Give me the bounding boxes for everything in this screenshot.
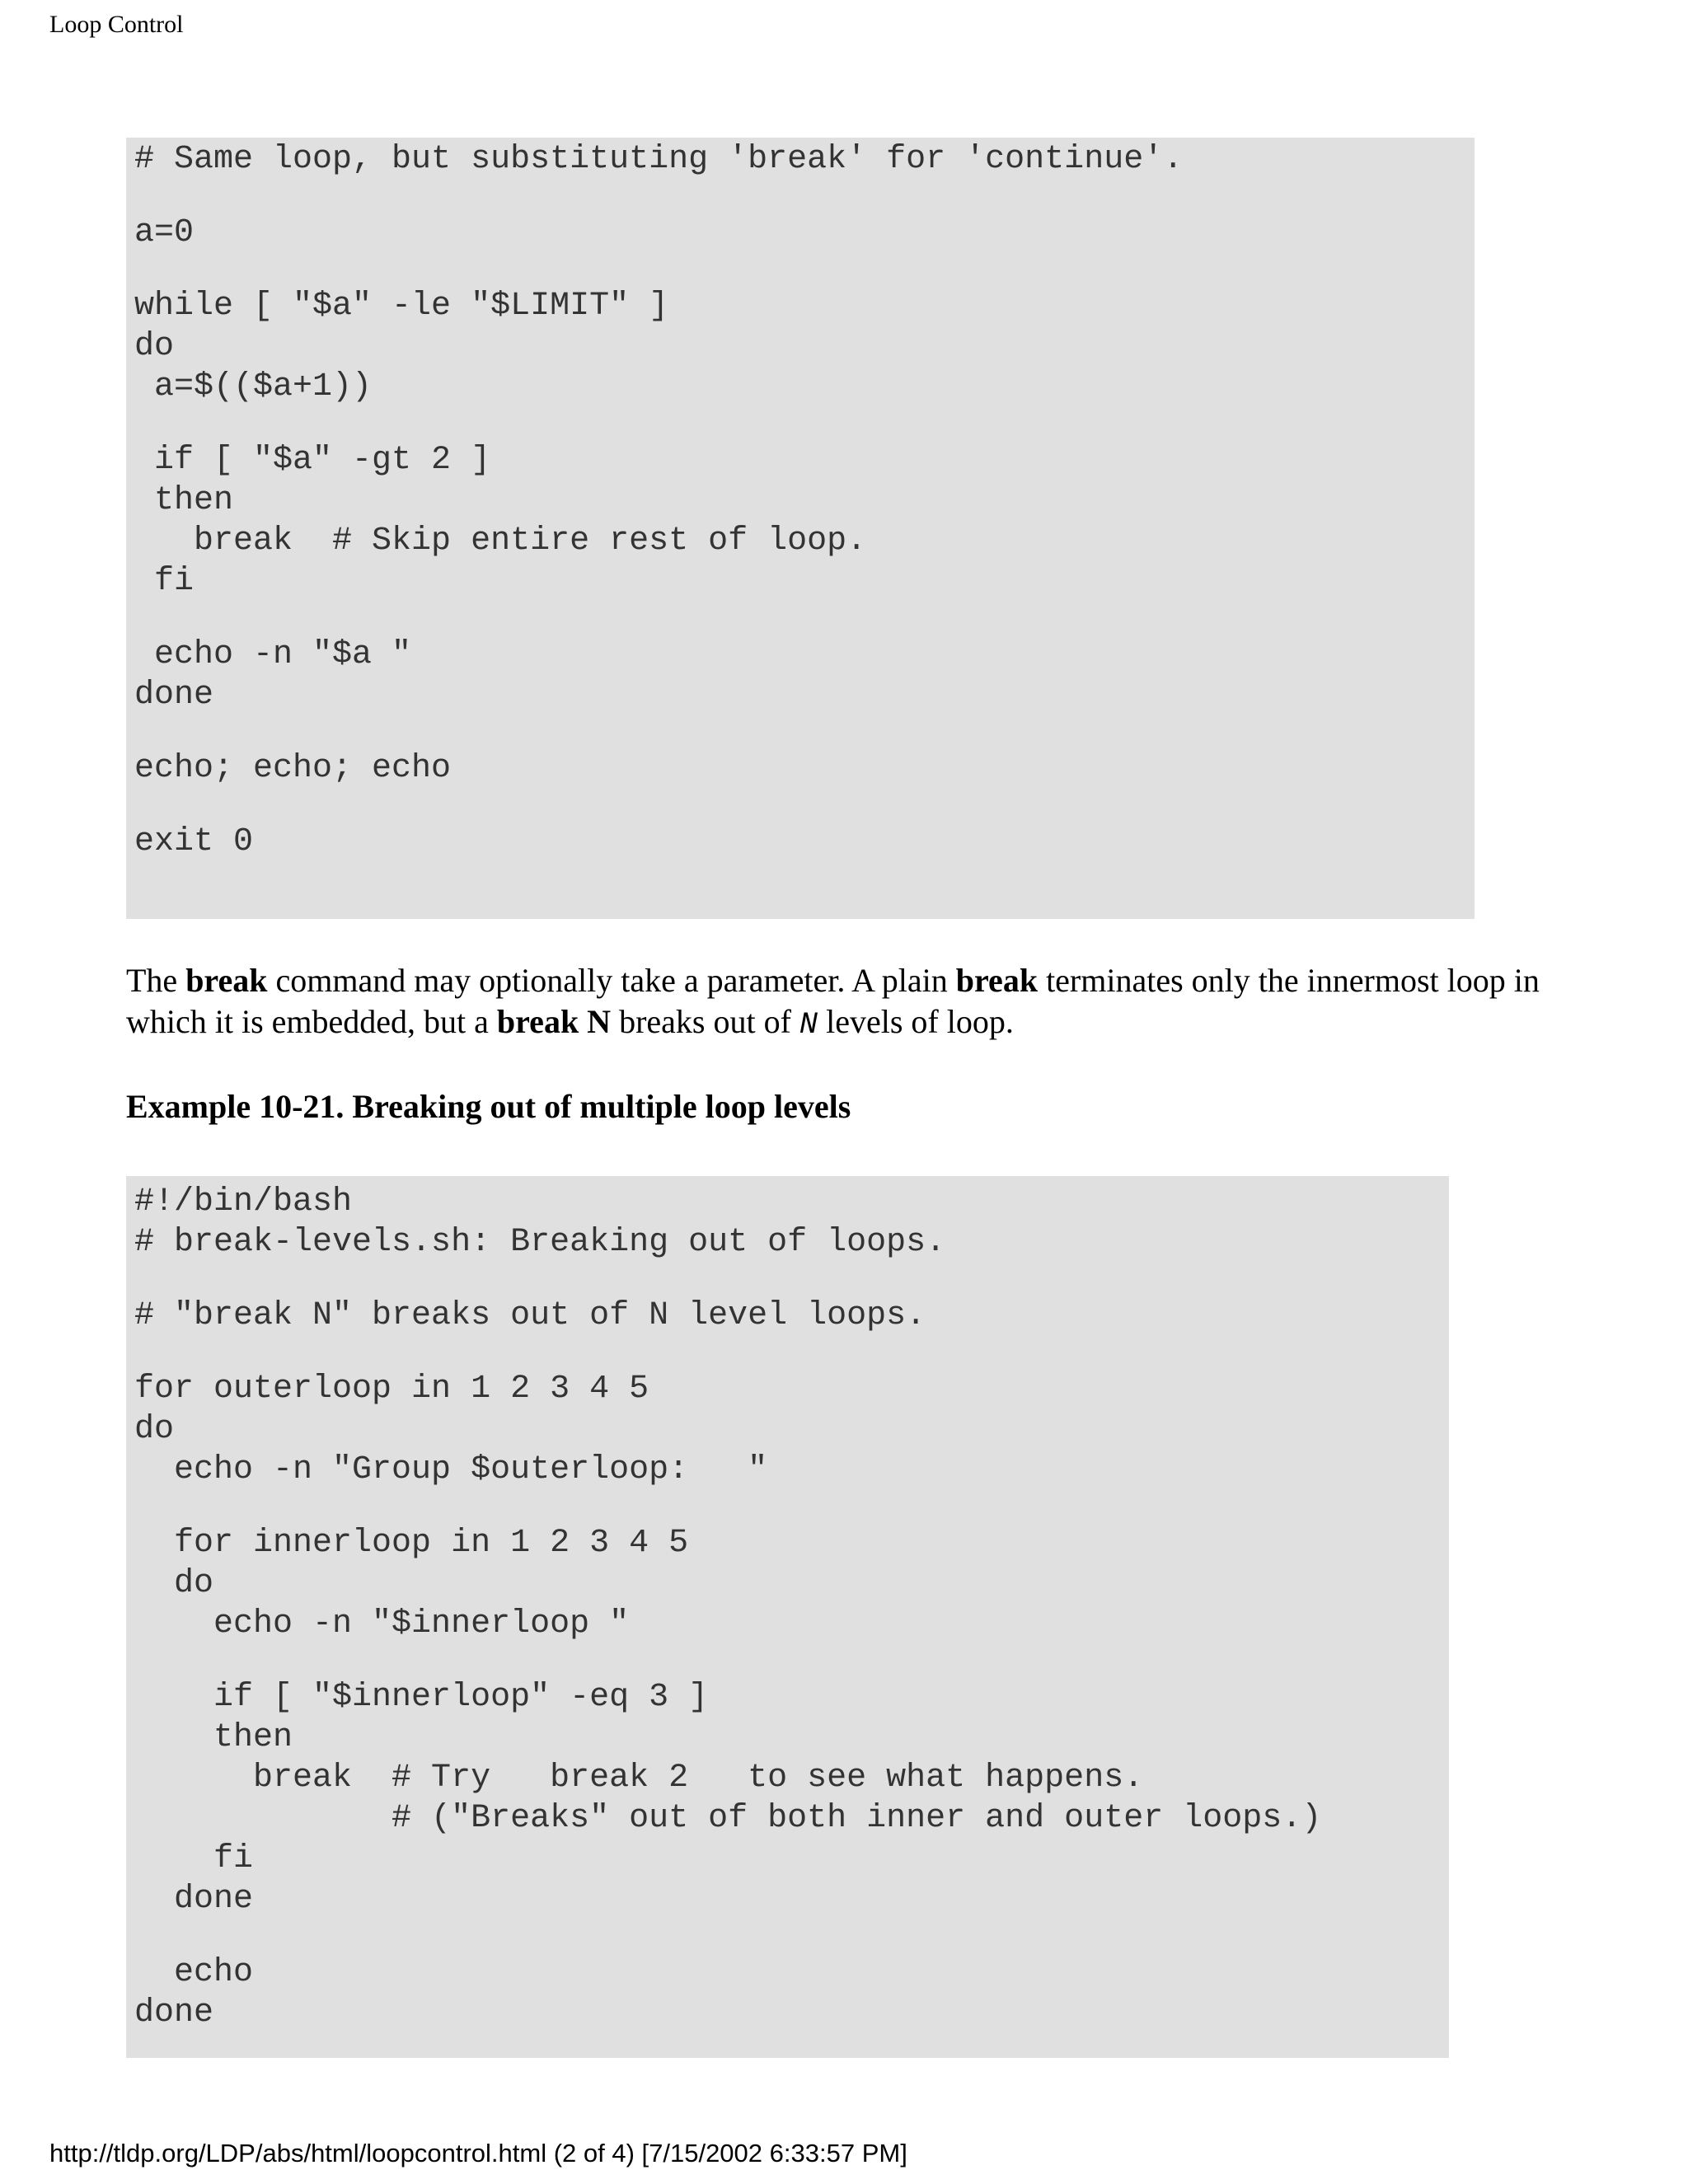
code-line: #!/bin/bash [134, 1183, 353, 1221]
code-line: fi [134, 563, 195, 600]
code-line: echo [134, 1954, 254, 1991]
code-line: for outerloop in 1 2 3 4 5 [134, 1371, 649, 1408]
page-footer-url: http://tldp.org/LDP/abs/html/loopcontrol.html (2 of 4) [7/15/2002 6:33:57 PM] [49, 2139, 907, 2168]
para-text: command may optionally take a parameter. A plain [267, 962, 956, 999]
code-blank-line [134, 253, 1475, 286]
code-line: then [134, 482, 234, 519]
code-blank-line [134, 1263, 1449, 1296]
para-text: levels of loop. [818, 1003, 1014, 1040]
code-line: if [ "$a" -gt 2 ] [134, 442, 491, 479]
code-line: # Same loop, but substituting 'break' for 'continue'. [134, 141, 1184, 178]
code-blank-line [134, 602, 1475, 635]
code-line: a=$(($a+1)) [134, 368, 373, 405]
code-line: echo -n "$innerloop " [134, 1605, 630, 1643]
code-line: if [ "$innerloop" -eq 3 ] [134, 1679, 709, 1716]
para-bold-break-n: break N [496, 1003, 612, 1040]
code-line: while [ "$a" -le "$LIMIT" ] [134, 288, 669, 325]
para-bold-break: break [185, 962, 268, 999]
code-block-break-levels [126, 1176, 1449, 2058]
code-line: done [134, 1881, 254, 1918]
para-text: terminates only the innermost loop in which it is embedded, but a [126, 962, 1540, 1040]
code-line: done [134, 1994, 214, 2032]
code-blank-line [134, 1644, 1449, 1677]
code-line: echo -n "Group $outerloop: " [134, 1451, 768, 1488]
code-line: for innerloop in 1 2 3 4 5 [134, 1525, 689, 1562]
para-text: The [126, 962, 186, 999]
code-blank-line [134, 1919, 1449, 1952]
code-blank-line [134, 407, 1475, 440]
code-line: break # Skip entire rest of loop. [134, 523, 867, 560]
para-italic-n: N [799, 1008, 818, 1043]
code-line: do [134, 1565, 214, 1602]
code-line: echo; echo; echo [134, 750, 452, 787]
code-block-break-loop [126, 138, 1475, 919]
code-line: echo -n "$a " [134, 636, 412, 673]
code-line: # break-levels.sh: Breaking out of loops. [134, 1224, 946, 1261]
code-blank-line [134, 1336, 1449, 1369]
code-line: do [134, 1411, 175, 1448]
code-line: done [134, 677, 214, 714]
code-blank-line [134, 789, 1475, 822]
code-line: then [134, 1719, 293, 1756]
code-blank-line [134, 715, 1475, 748]
code-line: # "break N" breaks out of N level loops. [134, 1297, 926, 1334]
code-line: a=0 [134, 214, 195, 251]
code-line: fi [134, 1840, 254, 1877]
code-line: exit 0 [134, 823, 254, 860]
code-blank-line [134, 180, 1475, 213]
code-line: break # Try break 2 to see what happens. [134, 1760, 1144, 1797]
page-header-title: Loop Control [49, 11, 184, 38]
para-text: breaks out of [611, 1003, 799, 1040]
code-blank-line [134, 1490, 1449, 1523]
para-bold-break: break [955, 962, 1039, 999]
break-description-paragraph [126, 960, 1593, 1046]
example-title: Example 10-21. Breaking out of multiple loop levels [126, 1088, 851, 1125]
code-line: do [134, 328, 175, 365]
code-line: # ("Breaks" out of both inner and outer loops.) [134, 1800, 1322, 1837]
